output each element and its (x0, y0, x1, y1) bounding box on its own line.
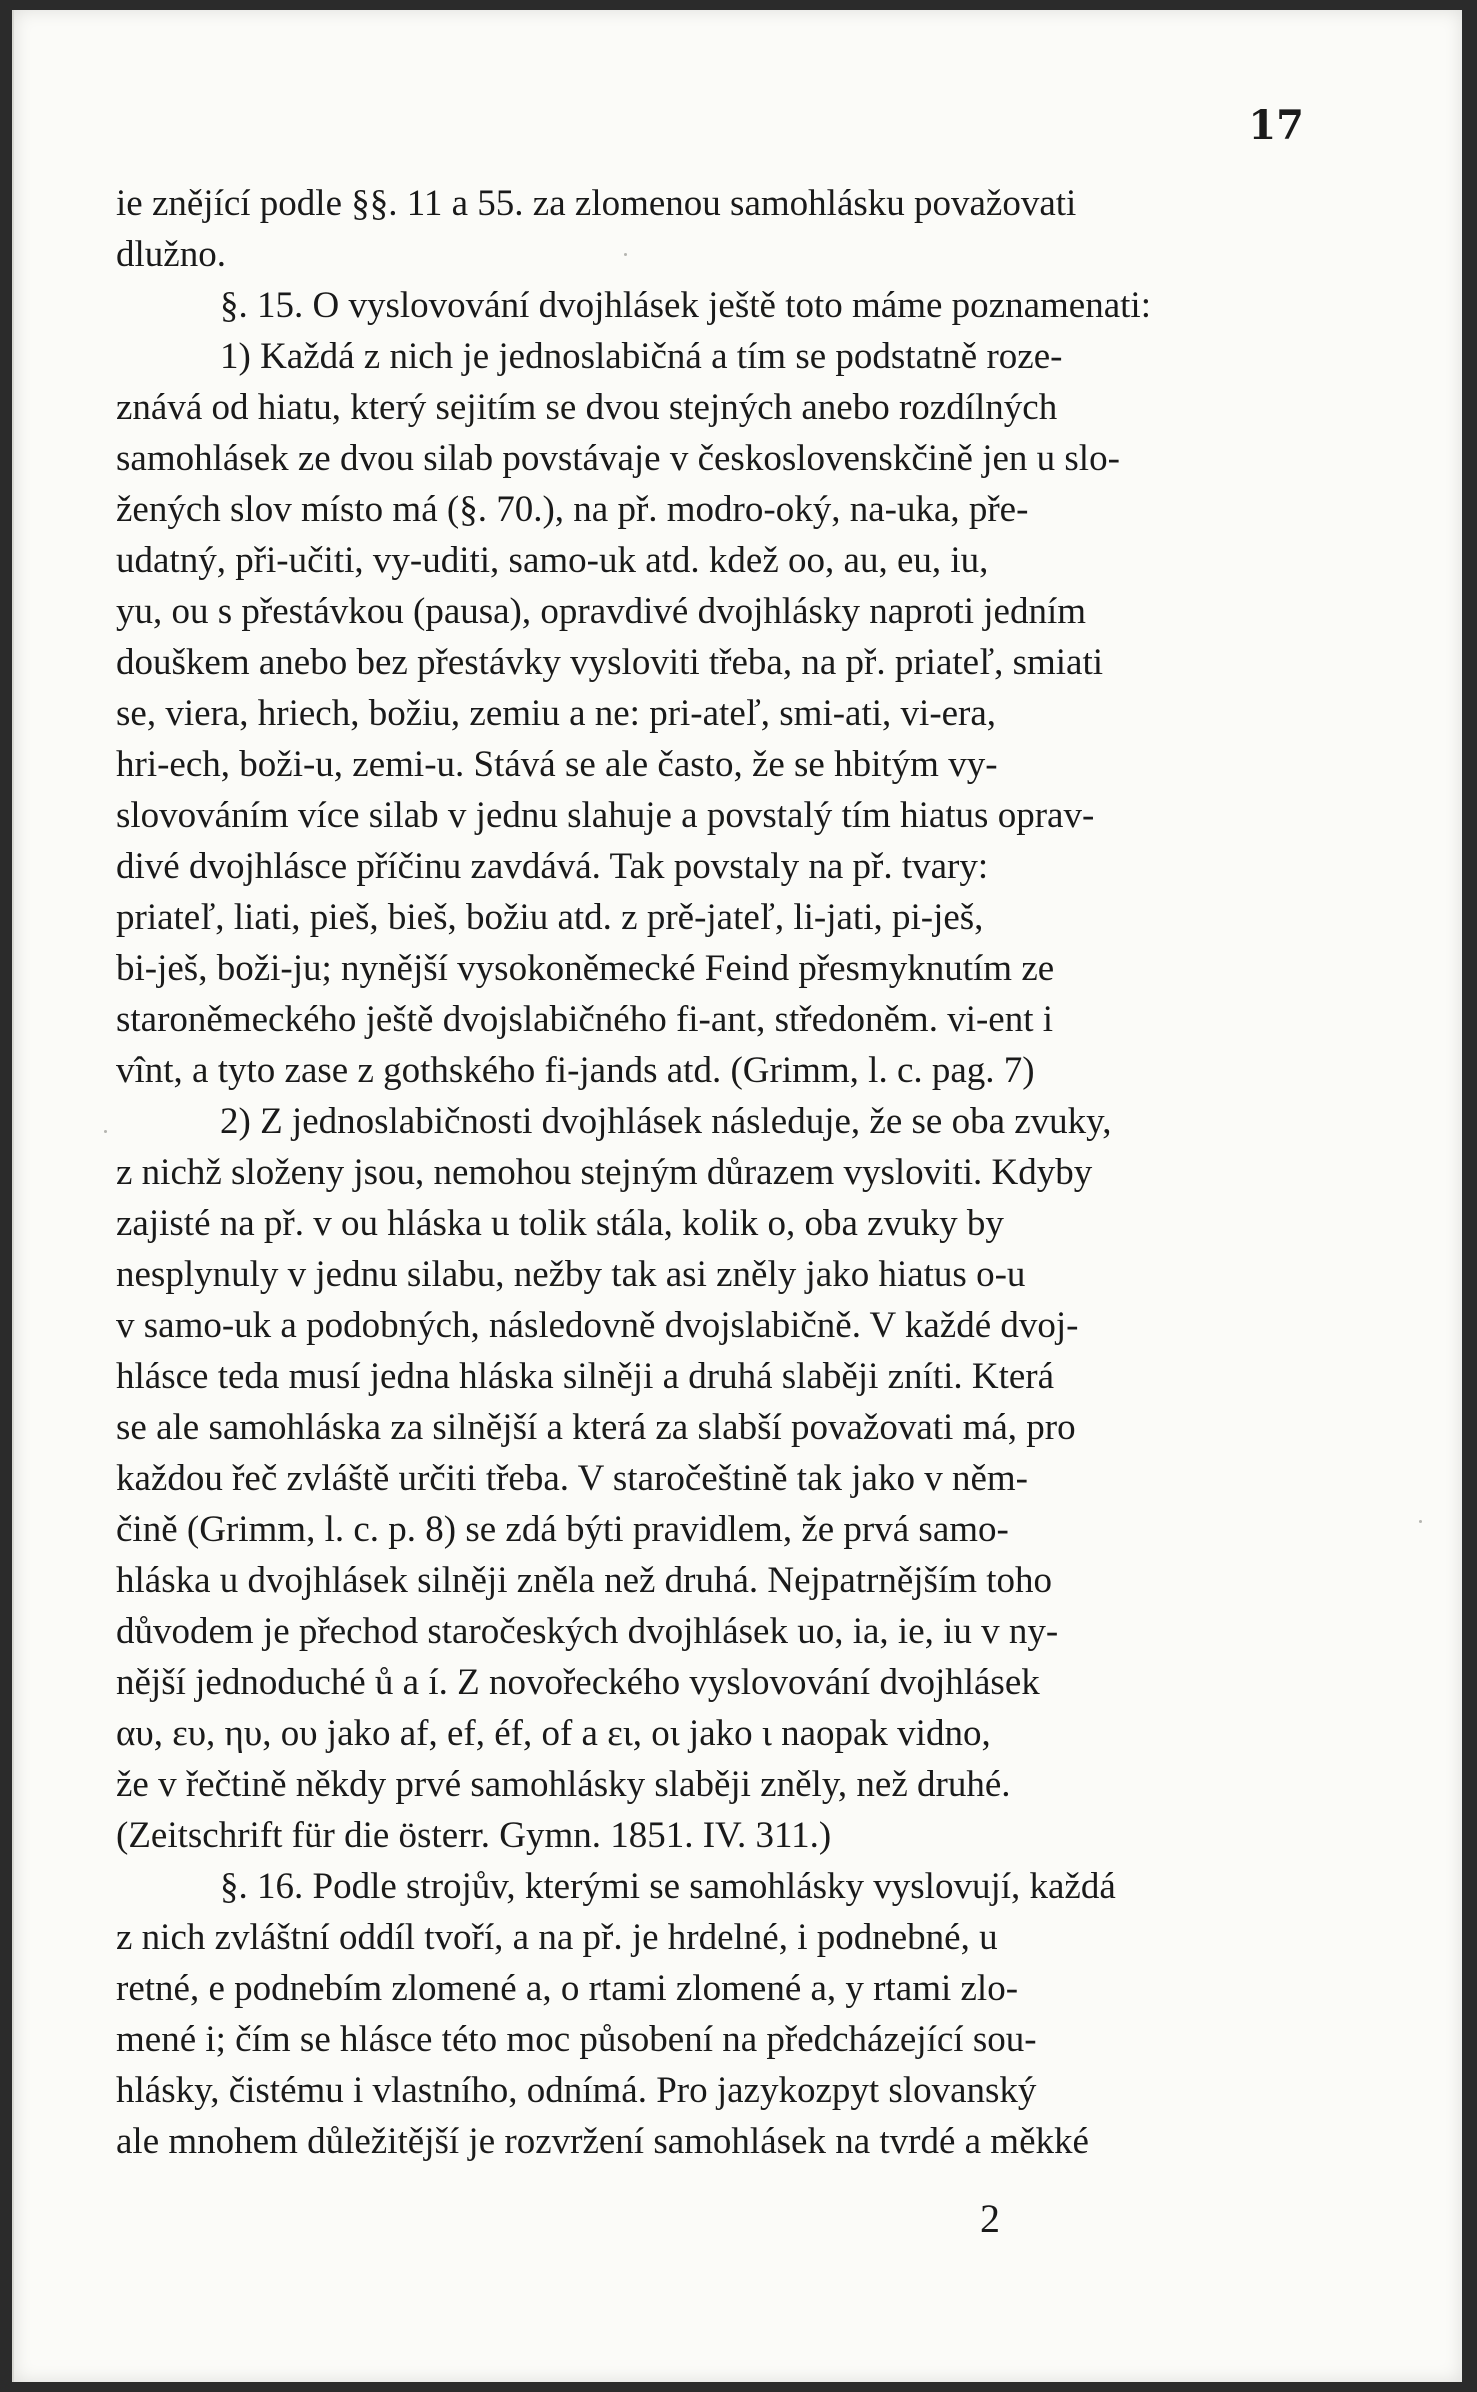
text-line: samohlásek ze dvou silab povstávaje v československčině jen u slo- (116, 438, 1120, 479)
text-line: z nich zvláštní oddíl tvoří, a na př. je hrdelné, i podnebné, u (116, 1917, 998, 1958)
text-line: (Zeitschrift für die österr. Gymn. 1851. IV. 311.) (116, 1815, 832, 1856)
text-line: zajisté na př. v ou hláska u tolik stála, kolik o, oba zvuky by (116, 1203, 1004, 1244)
paper-speck (104, 1130, 107, 1133)
text-line: nesplynuly v jednu silabu, nežby tak asi zněly jako hiatus o-u (116, 1254, 1026, 1295)
text-line: dlužno. (116, 234, 226, 275)
text-line: retné, e podnebím zlomené a, o rtami zlomené a, y rtami zlo- (116, 1968, 1019, 2009)
text-line: se ale samohláska za silnější a která za slabší považovati má, pro (116, 1407, 1076, 1448)
text-line: hlásce teda musí jedna hláska silněji a druhá slaběji zníti. Která (116, 1356, 1055, 1397)
body-text (116, 178, 1340, 2167)
text-line: každou řeč zvláště určiti třeba. V staročeštině tak jako v něm- (116, 1458, 1028, 1499)
text-line: αυ, ευ, ηυ, ου jako af, ef, éf, of a ει, οι jako ι naopak vidno, (116, 1713, 991, 1754)
text-line: ale mnohem důležitější je rozvržení samohlásek na tvrdé a měkké (116, 2121, 1089, 2162)
text-line: 2) Z jednoslabičnosti dvojhlásek následuje, že se oba zvuky, (220, 1101, 1112, 1142)
text-line: douškem anebo bez přestávky vysloviti třeba, na př. priateľ, smiati (116, 642, 1104, 683)
text-line: staroněmeckého ještě dvojslabičného fi-ant, středoněm. vi-ent i (116, 999, 1054, 1040)
page-number: 17 (1248, 102, 1304, 149)
text-line: v samo-uk a podobných, následovně dvojslabičně. V každé dvoj- (116, 1305, 1079, 1346)
text-line: ie znějící podle §§. 11 a 55. za zlomenou samohlásku považovati (116, 183, 1077, 224)
text-line: čině (Grimm, l. c. p. 8) se zdá býti pravidlem, že prvá samo- (116, 1509, 1009, 1550)
text-line: mené i; čím se hlásce této moc působení na předcházející sou- (116, 2019, 1037, 2060)
text-line: yu, ou s přestávkou (pausa), opravdivé dvojhlásky naproti jedním (116, 591, 1087, 632)
book-page (12, 10, 1462, 2382)
text-line: divé dvojhlásce příčinu zavdává. Tak povstaly na př. tvary: (116, 846, 989, 887)
text-line: hlásky, čistému i vlastního, odnímá. Pro jazykozpyt slovanský (116, 2070, 1037, 2111)
text-line: vînt, a tyto zase z gothského fi-jands atd. (Grimm, l. c. pag. 7) (116, 1050, 1035, 1091)
paper-speck (624, 253, 627, 256)
text-line: důvodem je přechod staročeských dvojhlásek uo, ia, ie, iu v ny- (116, 1611, 1059, 1652)
text-line: §. 16. Podle strojův, kterými se samohlásky vyslovují, každá (220, 1866, 1116, 1907)
text-line: se, viera, hriech, božiu, zemiu a ne: pri-ateľ, smi-ati, vi-era, (116, 693, 997, 734)
text-line: hláska u dvojhlásek silněji zněla než druhá. Nejpatrnějším toho (116, 1560, 1053, 1601)
text-line: hri-ech, boži-u, zemi-u. Stává se ale často, že se hbitým vy- (116, 744, 998, 785)
signature-mark: 2 (980, 2196, 1000, 2241)
text-line: že v řečtině někdy prvé samohlásky slaběji zněly, než druhé. (116, 1764, 1011, 1805)
text-line: nější jednoduché ů a í. Z novořeckého vyslovování dvojhlásek (116, 1662, 1040, 1703)
text-line: znává od hiatu, který sejitím se dvou stejných anebo rozdílných (116, 387, 1058, 428)
text-line: slovováním více silab v jednu slahuje a povstalý tím hiatus oprav- (116, 795, 1095, 836)
text-line: bi-ješ, boži-ju; nynější vysokoněmecké Feind přesmyknutím ze (116, 948, 1055, 989)
text-line: §. 15. O vyslovování dvojhlásek ještě toto máme poznamenati: (220, 285, 1151, 326)
text-line: priateľ, liati, pieš, bieš, božiu atd. z prě-jateľ, li-jati, pi-ješ, (116, 897, 984, 938)
paper-speck (1419, 1520, 1422, 1523)
text-line: z nichž složeny jsou, nemohou stejným důrazem vysloviti. Kdyby (116, 1152, 1093, 1193)
text-line: udatný, při-učiti, vy-uditi, samo-uk atd. kdež oo, au, eu, iu, (116, 540, 989, 581)
text-line: žených slov místo má (§. 70.), na př. modro-oký, na-uka, pře- (116, 489, 1029, 530)
text-line: 1) Každá z nich je jednoslabičná a tím se podstatně roze- (220, 336, 1063, 377)
